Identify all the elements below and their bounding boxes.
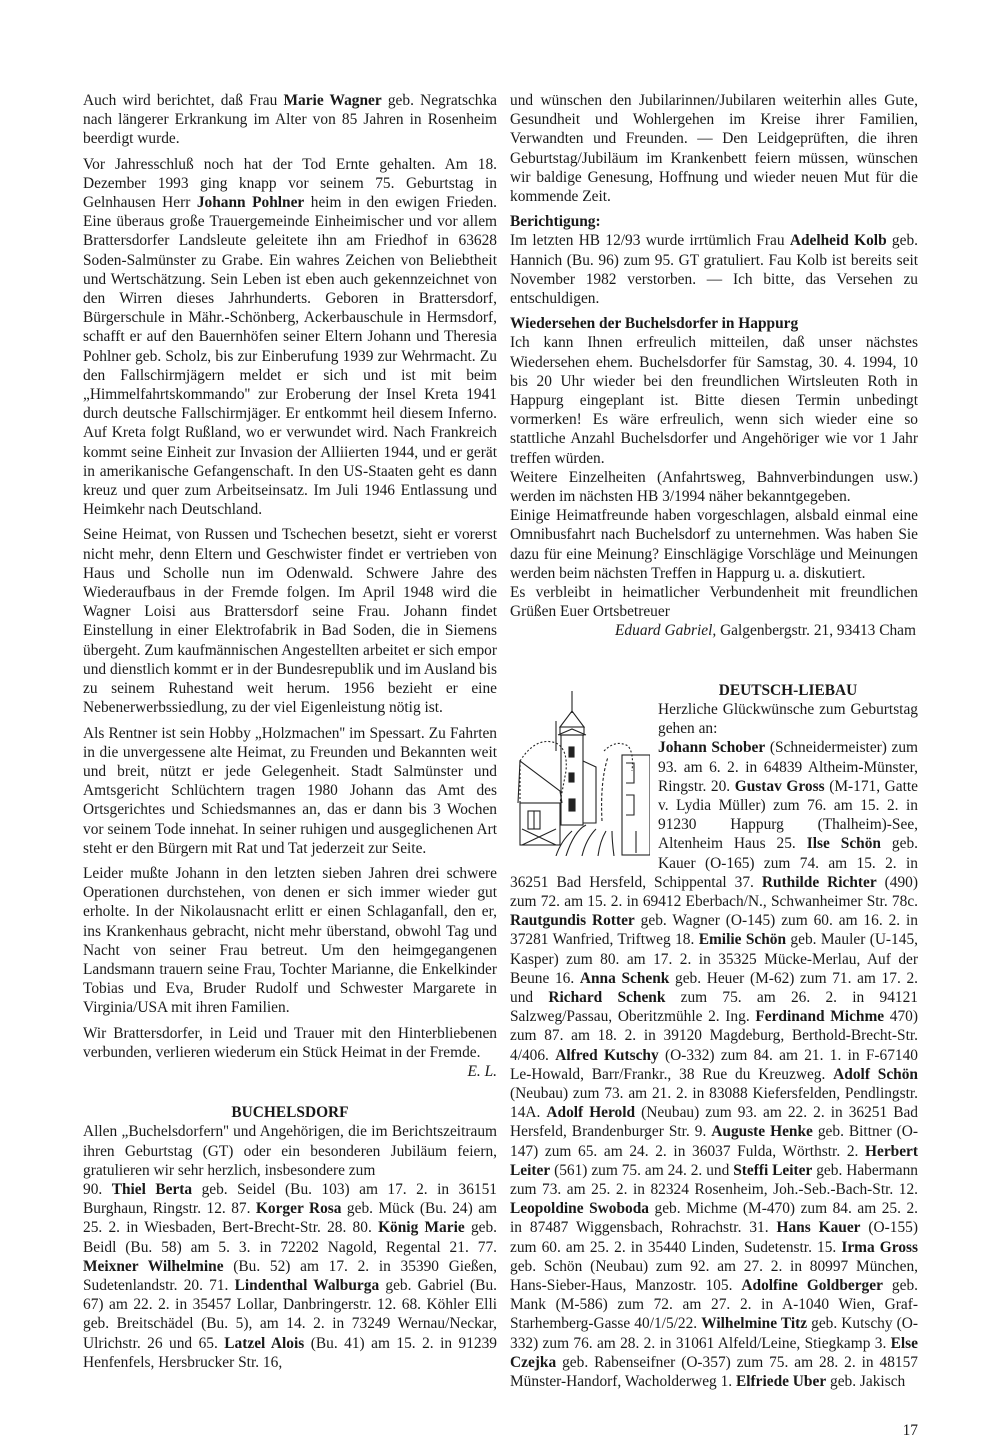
page-number: 17 — [902, 1422, 918, 1440]
right-column-deutsch-liebau — [510, 681, 918, 1392]
bold-name: Adolf Schön — [833, 1065, 918, 1083]
bold-name: Johann Schober — [658, 739, 766, 757]
text-run: geb. Michme (M-470) zum 84. am 25. 2. in 87487 Wiggensbach, Rohrachstr. 31. — [510, 1200, 919, 1237]
paragraph — [510, 583, 918, 621]
bold-name: Wilhelmine Titz — [701, 1315, 808, 1333]
bold-name: Adolfine Goldberger — [741, 1276, 883, 1294]
paragraph — [83, 724, 497, 858]
left-column-buchelsdorf — [83, 1103, 497, 1372]
text-run: BUCHELSDORF — [231, 1104, 349, 1122]
paragraph — [510, 468, 918, 506]
text-run: 90. — [83, 1180, 112, 1198]
text-run: Als Rentner ist sein Hobby „Holzmachen'' im Spessart. Zu Fahrten in die unvergessene alte Heimat, zu Freunden und Bekannten weit und breit, nützt er jede Gelegenheit. Stadt Salmünster und Amtsgericht Schlüchtern tragen 1980 Johann das Amt des Ortsgerichtes und Schiedsmannes an, das er dann bis 3 Wochen vor seinem Tode innehat. In seiner ruhigen und ausgeglichenen Art steht er den Bürgern mit Rat und Tat jederzeit zur Seite. — [83, 724, 497, 857]
italic-text: E. L. — [467, 1062, 497, 1080]
text-run: Vor Jahresschluß noch hat der Tod Ernte gehalten. Am 18. Dezember 1993 ging knapp vor seinem 75. Geburtstag in Gelnhausen Herr — [83, 155, 497, 212]
paragraph — [83, 1122, 497, 1180]
bold-name: Johann Pohlner — [196, 194, 305, 212]
paragraph — [83, 1024, 497, 1062]
text-run: (561) zum 75. am 24. 2. und — [550, 1161, 734, 1179]
section-heading — [83, 1103, 497, 1122]
bold-name: Lindenthal Walburga — [234, 1276, 380, 1294]
text-run: Galgenbergstr. 21, 93413 Cham — [716, 622, 916, 640]
text-run: Herzliche Glückwünsche zum Geburtstag gehen an: — [658, 700, 918, 738]
right-column — [510, 91, 918, 1440]
left-column-obituary — [83, 91, 497, 1081]
bold-name: Elfriede Uber — [735, 1373, 827, 1390]
text-run: (Bu. 52) am 17. 2. in 35390 Gießen, Sudetenlandstr. 20. 71. — [83, 1257, 497, 1294]
text-run: geb. Seidel (Bu. 103) am 17. 2. in 36151 Burghaun, Ringstr. 12. 87. — [83, 1180, 497, 1218]
bold-name: Irma Gross — [841, 1238, 918, 1256]
text-run: 470) zum 87. am 18. 2. in 39120 Magdeburg, Berthold-Brecht-Str. 4/406. — [510, 1008, 918, 1064]
bold-name: Adolf Herold — [546, 1104, 636, 1122]
text-run: geb. Rabenseifner (O-357) zum 75. am 28. 2. in 48157 Münster-Handorf, Wacholderweg 1. — [510, 1353, 918, 1390]
paragraph — [83, 155, 497, 520]
text-run: geb. Gabriel (Bu. 67) am 22. 2. in 35457 Lollar, Danbringerstr. 12. 68. Köhler Elli geb. Breitschädel (Bu. 5), am 14. 2. in 73249 Wernau/Neckar, Ulrichstr. 26 und 65. — [83, 1276, 497, 1352]
bold-name: Marie Wagner — [283, 92, 382, 109]
church-village-illustration — [516, 691, 650, 856]
bold-name: Steffi Leiter — [733, 1161, 813, 1179]
section-heading — [510, 212, 918, 231]
text-run: geb. Beidl (Bu. 58) am 5. 3. in 72202 Nagold, Regental 21. 77. — [83, 1219, 498, 1256]
bold-name: Anna Schenk — [579, 969, 670, 987]
bold-name: Latzel Alois — [224, 1334, 305, 1352]
text-run: und wünschen den Jubilarinnen/Jubilaren weiterhin alles Gute, Gesundheit und Wohlergehen im Kreise ihrer Familien, Verwandten und Freunden. — Den Leidgeprüften, die ihren Geburtstag/Jubiläum im Krankenbett feiern müssen, wünschen wir baldige Genesung, Hoffnung und wieder neuen Mut für die kommende Zeit. — [510, 92, 918, 206]
bold-name: Meixner Wilhelmine — [83, 1257, 224, 1275]
text-run: Berichtigung: — [510, 213, 601, 231]
text-run: (M-171, Gatte v. Lydia Müller) zum 76. am 15. 2. in 91230 Happurg (Thalheim)-See, Altenheim Haus 25. — [658, 777, 918, 853]
left-column — [83, 91, 497, 1378]
bold-name: Else Czejka — [510, 1334, 918, 1371]
bold-name: Korger Rosa — [255, 1200, 342, 1218]
bold-name: Ruthilde Richter — [761, 873, 877, 891]
text-run: (Schneidermeister) zum 93. am 6. 2. in 64839 Altheim-Münster, Ringstr. 20. — [658, 739, 918, 795]
text-run: (O-155) zum 60. am 25. 2. in 35440 Linden, Sudetenstr. 15. — [510, 1219, 918, 1256]
text-run: geb. Negratschka nach längerer Erkrankung im Alter von 85 Jahren in Rosenheim beerdigt wurde. — [83, 92, 497, 148]
text-run: (490) zum 72. am 15. 2. in 69412 Eberbach/N., Schwanheimer Str. 78c. — [510, 873, 919, 910]
text-run: Ich kann Ihnen erfreulich mitteilen, daß unser nächstes Wiedersehen ehem. Buchelsdorfer für Samstag, 30. 4. 1994, 10 bis 20 Uhr wieder bei den freundlichen Wirtsleuten Roth in Happurg eingeplant ist. Bitte diesen Termin unbedingt vormerken! Es wäre erfreulich, wenn sich wieder eine so stattliche Anzahl Buchelsdorfer und Angehöriger wie vor 1 Jahr treffen würden. — [510, 334, 918, 467]
text-run: geb. Hannich (Bu. 96) zum 95. GT gratuliert. Fau Kolb ist bereits seit November 1982 verstorben. — Ich bitte, das Versehen zu entschuldigen. — [510, 232, 919, 308]
text-run: geb. Mauler (U-145, Kasper) zum 80. am 17. 2. in 35325 Mücke-Merlau, Auf der Beune 16. — [510, 931, 918, 987]
bold-name: Herbert Leiter — [510, 1142, 918, 1179]
bold-name: Gustav Gross — [734, 777, 825, 795]
text-run: geb. Habermann zum 73. am 25. 2. in 82324 Rosenheim, Joh.-Seb.-Bach-Str. 12. — [510, 1161, 918, 1198]
bold-name: Alfred Kutschy — [555, 1046, 659, 1064]
text-run: (Bu. 41) am 15. 2. in 91239 Henfenfels, Hersbrucker Str. 16, — [83, 1334, 498, 1371]
text-run: Weitere Einzelheiten (Anfahrtsweg, Bahnverbindungen usw.) werden im nächsten HB 3/1994 näher bekanntgegeben. — [510, 468, 918, 506]
text-run: geb. Mück (Bu. 24) am 25. 2. in Wiesbaden, Bert-Brecht-Str. 28. 80. — [83, 1200, 498, 1237]
text-run: Allen „Buchelsdorfern'' und Angehörigen, die im Berichtszeitraum ihren Geburtstag (GT) oder ein besonderen Jubiläum feiern, gratulieren wir sehr herzlich, insbesondere zum — [83, 1123, 497, 1179]
paragraph — [83, 1180, 497, 1372]
paragraph — [510, 91, 918, 206]
text-run: zum 75. am 26. 2. in 94121 Salzweg/Passau, Oberitzmühle 2. Ing. — [510, 988, 918, 1026]
text-run: geb. Mank (M-586) zum 72. am 27. 2. in A-1040 Wien, Graf-Starhemberg-Gasse 40/1/5/22. — [510, 1276, 918, 1333]
paragraph — [510, 333, 918, 467]
text-run: DEUTSCH-LIEBAU — [718, 681, 858, 699]
text-run: geb. Heuer (M-62) zum 71. am 17. 2. und — [510, 969, 918, 1006]
bold-name: Ilse Schön — [806, 835, 881, 853]
text-run: geb. Schön (Neubau) zum 92. am 27. 2. in 80997 München, Hans-Sieber-Haus, Manzostr. 105. — [510, 1257, 918, 1294]
text-run: Leider mußte Johann in den letzten sieben Jahren drei schwere Operationen durchstehen, von denen er sich immer wieder gut erholte. In der Nikolausnacht erlitt er einen Schlaganfall, den er, ins Krankenhaus gebracht, nicht mehr überstand, obwohl Tag und Nacht von seiner Frau betreut. Um den heimgegangenen Landsmann trauern seine Frau, Tochter Marianne, die Enkelkinder Tobias und Eva, Bruder Rudolf und Schwester Margarete in Virginia/USA mit ihren Familien. — [83, 864, 497, 1017]
bold-name: Adelheid Kolb — [789, 232, 887, 250]
right-column-announcements — [510, 91, 918, 641]
bold-name: Auguste Henke — [711, 1123, 813, 1141]
text-run: Im letzten HB 12/93 wurde irrtümlich Frau — [510, 232, 790, 250]
bold-name: Leopoldine Swoboda — [510, 1200, 649, 1218]
text-run: Einige Heimatfreunde haben vorgeschlagen, alsbald einmal eine Omnibusfahrt nach Buchelsdorf zu unternehmen. Was haben Sie dazu für eine Meinung? Einschlägige Vorschläge und Meinungen werden beim nächsten Treffen in Happurg u. a. diskutiert. — [510, 507, 918, 582]
text-run: geb. Jakisch — [826, 1373, 906, 1390]
bold-name: Emilie Schön — [698, 931, 787, 949]
paragraph — [83, 91, 497, 149]
italic-text: Eduard Gabriel, — [615, 622, 717, 640]
bold-name: König Marie — [378, 1219, 465, 1237]
text-run: geb. Wagner (O-145) zum 60. am 16. 2. in 37281 Wanfried, Triftweg 18. — [510, 912, 918, 949]
bold-name: Rautgundis Rotter — [510, 912, 635, 930]
text-run: geb. Kauer (O-165) zum 74. am 15. 2. in 36251 Bad Hersfeld, Schippental 37. — [510, 835, 918, 891]
paragraph — [510, 506, 918, 583]
text-run: Seine Heimat, von Russen und Tschechen besetzt, sieht er vorerst nicht mehr, denn Eltern und Geschwister findet er vertrieben von Haus und Scholle nun im Odenwald. Schwere Jahre des Wiederaufbaus in der Fremde folgen. Im April 1948 wird die Wagner Loisi aus Brattersdorf seine Frau. Johann findet Einstellung in einer Elektrofabrik in Bad Soden, die in Siemens übergeht. Zum kaufmännischen Angestellten arbeitet er sich empor und dienstlich kommt er in der Bundesrepublik und im Ausland bis zu seinem Ruhestand weit herum. 1956 bezieht er eine Nebenerwerbssiedlung, zu der viel Eigenleistung nötig ist. — [83, 526, 497, 717]
text-run: Wiedersehen der Buchelsdorfer in Happurg — [510, 315, 799, 333]
bold-name: Ferdinand Michme — [755, 1008, 885, 1026]
signature — [510, 621, 918, 640]
text-run: Es verbleibt in heimatlicher Verbundenheit mit freundlichen Grüßen Euer Ortsbetreuer — [510, 584, 918, 621]
text-run: Auch wird berichtet, daß Frau — [83, 92, 284, 109]
text-run: geb. Kutschy (O-332) zum 76. am 28. 2. in 31061 Alfeld/Leine, Stiegkamp 3. — [510, 1315, 918, 1352]
text-run: (Neubau) zum 73. am 21. 2. in 83088 Kiefersfelden, Pendlingstr. 14A. — [510, 1084, 918, 1122]
paragraph — [83, 864, 497, 1018]
paragraph — [510, 231, 918, 308]
bold-name: Richard Schenk — [548, 988, 666, 1006]
text-run: heim in den ewigen Frieden. Eine überaus große Trauergemeinde Einheimischer und vor allem Brattersdorfer Landsleute geleitete ihn am Friedhof in 63628 Soden-Salmünster zu Grabe. Ein wahres Zeichen von Beliebtheit und Wertschätzung. Sein Leben ist eben auch gekennzeichnet von den Wirren dieses Jahrhunderts. Geboren in Brattersdorf, Bürgerschule in Mähr.-Schönberg, Ackerbauschule in Hermsdorf, schafft er auf den Bauernhöfen seiner Eltern Johann und Theresia Pohlner geb. Scholz, bis zur Einberufung 1939 zur Wehrmacht. Zu den Fallschirmjägern meldet er sich und ist mit beim „Himmelfahrtskommando'' zur Eroberung der Insel Kreta 1941 durch deutsche Fallschirmjäger. Er entkommt heil diesem Inferno. Auf Kreta folgt Rußland, wo er verwundet wird. Nach Frankreich kommt seine Einheit zur Invasion der Alliierten 1944, und er gerät in amerikanische Gefangenschaft. In den US-Staaten geht es dann kreuz und quer zum Arbeitseinsatz. Im Juli 1946 Entlassung und Heimkehr nach Deutschland. — [83, 194, 497, 519]
text-run: geb. Bittner (O-147) zum 65. am 24. 2. in 36037 Fulda, Wörthstr. 2. — [510, 1123, 918, 1160]
signature — [83, 1062, 497, 1081]
section-heading — [510, 314, 918, 333]
text-run: Wir Brattersdorfer, in Leid und Trauer mit den Hinterbliebenen verbunden, verlieren wiederum ein Stück Heimat in der Fremde. — [83, 1024, 497, 1061]
bold-name: Thiel Berta — [111, 1180, 193, 1198]
text-run: (O-332) zum 84. am 21. 1. in F-67140 Le-Howald, Barr/Frankr., 38 Rue du Kreuzweg. — [510, 1046, 918, 1083]
text-run: (Neubau) zum 93. am 22. 2. in 36251 Bad Hersfeld, Brandenburger Str. 9. — [510, 1104, 918, 1141]
paragraph — [83, 525, 497, 717]
bold-name: Hans Kauer — [776, 1219, 861, 1237]
